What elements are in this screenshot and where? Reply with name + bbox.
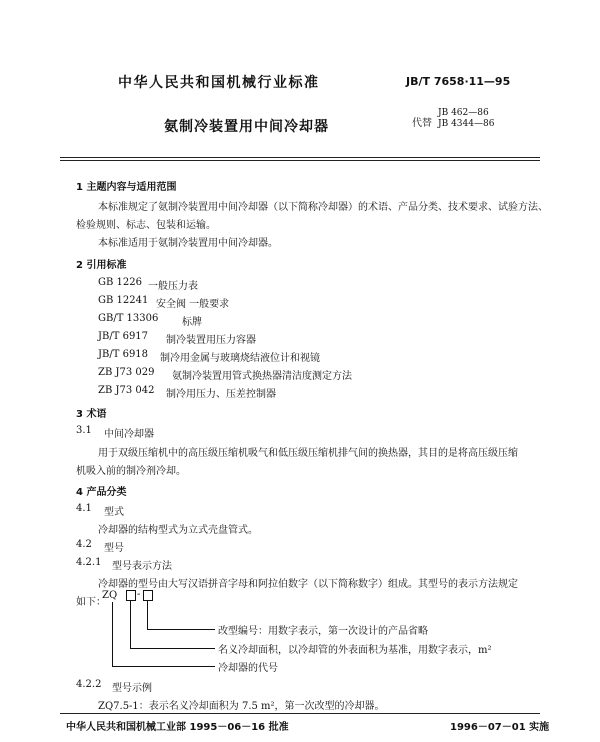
subsection-title: 型号表示方法 (112, 561, 172, 572)
reference-code: GB 12241 (98, 295, 149, 306)
reference-title: 氨制冷装置用管式换热器清洁度测定方法 (172, 371, 352, 382)
section-heading: 3 术语 (76, 409, 107, 420)
paragraph: 用于双级压缩机中的高压级压缩机吸气和低压级压缩机排气间的换热器，其目的是将高压级压缩 (98, 448, 518, 459)
leader-line (147, 629, 215, 630)
subsection-number: 4.2.1 (76, 557, 102, 568)
approval-date: 中华人民共和国机械工业部 1995－06－16 批准 (66, 722, 289, 733)
paragraph: 本标准规定了氨制冷装置用中间冷却器（以下简称冷却器）的术语、产品分类、技术要求、试验方法、 (98, 202, 548, 213)
paragraph: 检验规则、标志、包装和运输。 (76, 220, 216, 231)
section-heading: 4 产品分类 (76, 487, 127, 498)
issuing-organization: 中华人民共和国机械行业标准 (118, 75, 320, 91)
placeholder-box-area (126, 590, 136, 601)
replaced-standard: JB 4344—86 (438, 119, 495, 129)
reference-title: 标牌 (182, 317, 202, 328)
reference-code: JB/T 6918 (98, 349, 149, 360)
subsection-number: 3.1 (76, 425, 92, 436)
paragraph: 冷却器的结构型式为立式壳盘管式。 (98, 525, 258, 536)
subsection-title: 型号 (104, 543, 124, 554)
subsection-title: 型号示例 (112, 683, 152, 694)
paragraph: ZQ7.5-1：表示名义冷却面积为 7.5 m²，第一次改型的冷却器。 (98, 701, 385, 712)
leader-line (147, 600, 148, 630)
reference-title: 制冷用压力、压差控制器 (166, 389, 276, 400)
header-rule (60, 160, 540, 161)
leader-line (130, 648, 215, 649)
reference-code: ZB J73 029 (98, 367, 155, 378)
reference-title: 制冷用金属与玻璃烧结液位计和视镜 (160, 353, 320, 364)
subsection-number: 4.2 (76, 539, 92, 550)
reference-code: GB/T 13306 (98, 313, 159, 324)
implementation-date: 1996－07－01 实施 (450, 722, 550, 733)
leader-line (112, 666, 215, 667)
paragraph: 如下： (76, 597, 106, 608)
placeholder-dash: - (137, 589, 141, 600)
subsection-title: 型式 (104, 507, 124, 518)
leader-line (112, 602, 113, 667)
subsection-title: 中间冷却器 (104, 429, 154, 440)
subsection-number: 4.1 (76, 503, 92, 514)
paragraph: 冷却器的型号由大写汉语拼音字母和阿拉伯数字（以下简称数字）组成。其型号的表示方法规定 (98, 579, 518, 590)
replaces-label: 代替 (412, 118, 432, 129)
reference-title: 制冷装置用压力容器 (166, 335, 256, 346)
reference-title: 一般压力表 (148, 281, 198, 292)
section-heading: 1 主题内容与适用范围 (76, 182, 177, 193)
diagram-label: 冷却器的代号 (218, 663, 278, 674)
placeholder-box-revision (143, 590, 153, 601)
document-title: 氨制冷装置用中间冷却器 (164, 119, 329, 135)
section-heading: 2 引用标准 (76, 260, 127, 271)
model-prefix: ZQ (102, 590, 118, 601)
reference-title: 安全阀 一般要求 (156, 299, 230, 310)
diagram-label: 名义冷却面积，以冷却管的外表面积为基准，用数字表示，m² (218, 645, 492, 656)
diagram-label: 改型编号：用数字表示，第一次设计的产品省略 (218, 626, 428, 637)
footer-rule (60, 713, 540, 714)
standard-code: JB/T 7658·11—95 (406, 75, 511, 88)
reference-code: ZB J73 042 (98, 385, 155, 396)
header-rule (60, 157, 540, 158)
replaced-standard: JB 462—86 (438, 108, 489, 118)
leader-line (130, 600, 131, 649)
paragraph: 本标准适用于氨制冷装置用中间冷却器。 (98, 238, 278, 249)
reference-code: JB/T 6917 (98, 331, 149, 342)
reference-code: GB 1226 (98, 277, 142, 288)
paragraph: 机吸入前的制冷剂冷却。 (76, 466, 186, 477)
subsection-number: 4.2.2 (76, 679, 102, 690)
